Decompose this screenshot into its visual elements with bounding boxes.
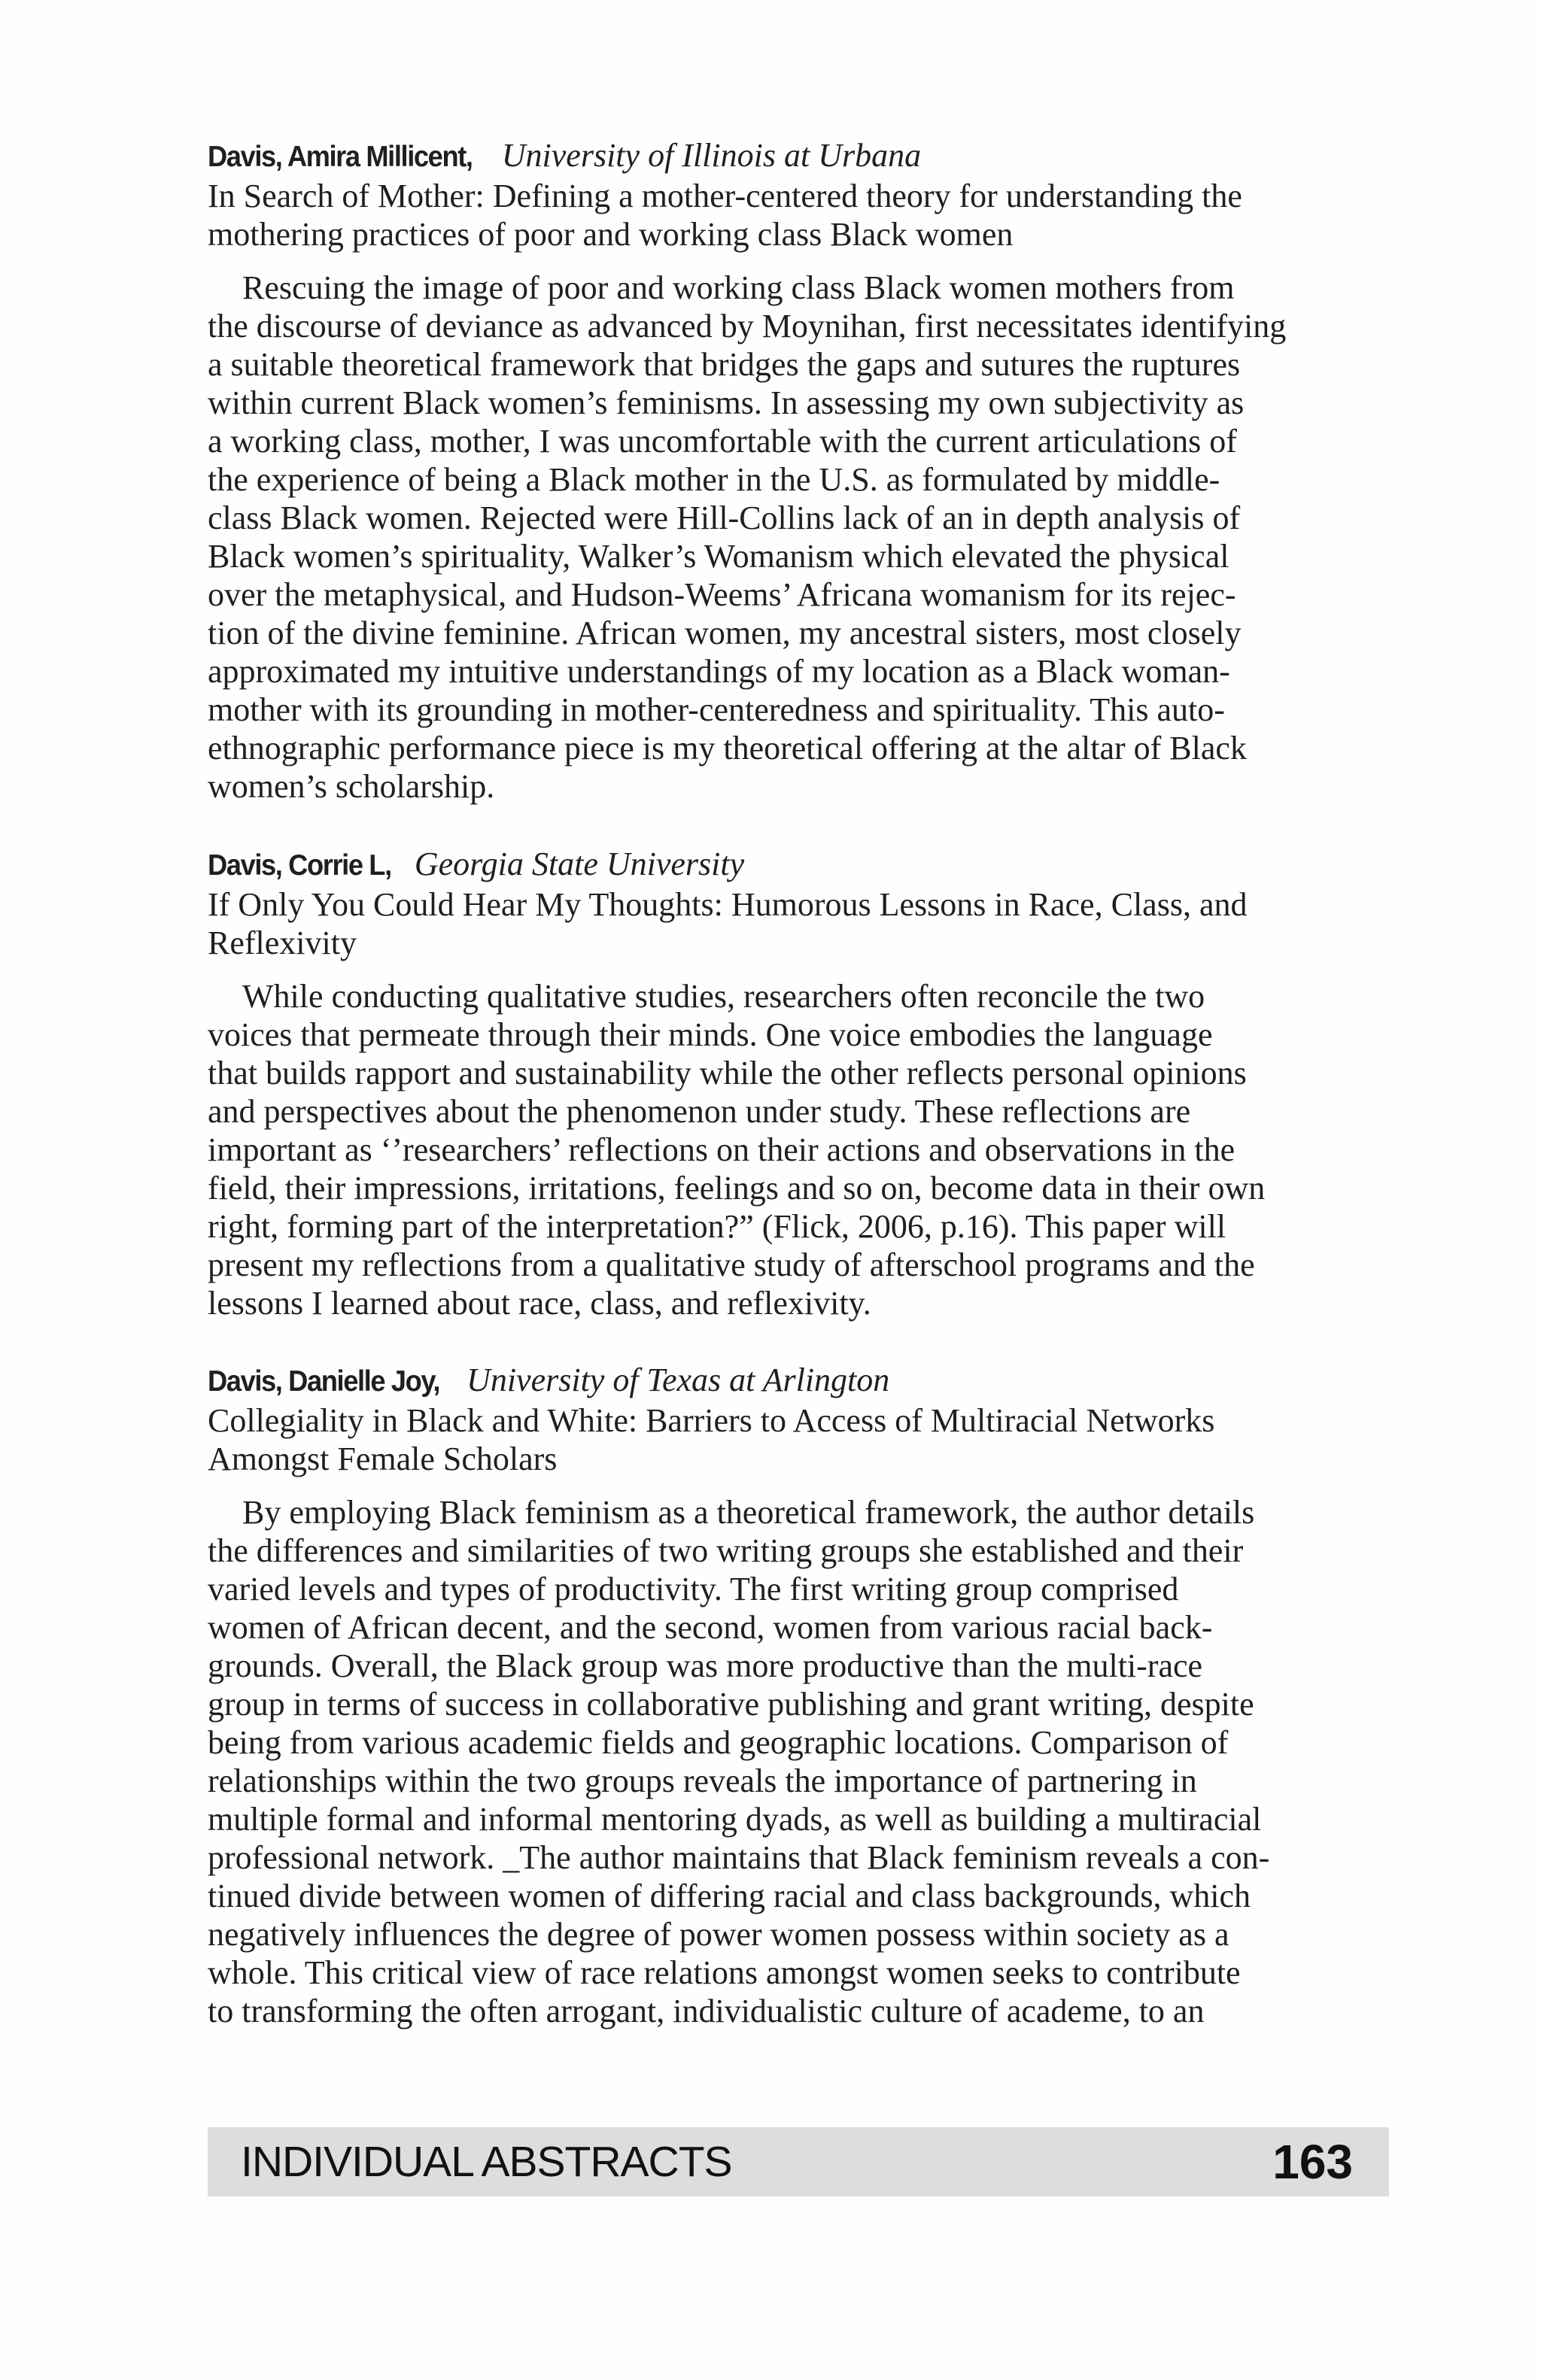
page-number: 163 (1272, 2135, 1353, 2189)
body-line: negatively influences the degree of power women possess within society as a (208, 1916, 1229, 1953)
body-line: lessons I learned about race, class, and reflexivity. (208, 1285, 871, 1322)
body-line: multiple formal and informal mentoring dyads, as well as building a multiracial (208, 1801, 1262, 1838)
body-line: whole. This critical view of race relations amongst women seeks to contribute (208, 1954, 1241, 1991)
abstract-title (208, 177, 1389, 253)
body-line: the discourse of deviance as advanced by Moynihan, first necessitates identifying (208, 308, 1287, 345)
body-line: field, their impressions, irritations, feelings and so on, become data in their own (208, 1170, 1266, 1207)
author-line (208, 1362, 1389, 1401)
body-line: varied levels and types of productivity. The first writing group comprised (208, 1571, 1179, 1607)
author-line (208, 137, 1389, 176)
body-line: relationships within the two groups reveals the importance of partnering in (208, 1762, 1197, 1799)
body-line: class Black women. Rejected were Hill-Collins lack of an in depth analysis of (208, 499, 1241, 536)
title-line: Reflexivity (208, 924, 357, 961)
body-line: By employing Black feminism as a theoretical framework, the author details (242, 1494, 1255, 1531)
body-line: the experience of being a Black mother in the U.S. as formulated by middle- (208, 461, 1220, 498)
body-line: While conducting qualitative studies, researchers often reconcile the two (242, 978, 1205, 1015)
author-affiliation: Georgia State University (414, 845, 745, 882)
body-line: tion of the divine feminine. African women, my ancestral sisters, most closely (208, 615, 1242, 651)
author-name: Davis, Corrie L, (208, 849, 391, 882)
author-affiliation: University of Texas at Arlington (467, 1362, 890, 1398)
body-line: women of African decent, and the second, women from various racial back- (208, 1609, 1213, 1646)
body-line: group in terms of success in collaborative publishing and grant writing, despite (208, 1686, 1254, 1723)
title-line: If Only You Could Hear My Thoughts: Humorous Lessons in Race, Class, and (208, 886, 1248, 923)
body-line: the differences and similarities of two writing groups she established and their (208, 1532, 1244, 1569)
body-line: Rescuing the image of poor and working class Black women mothers from (242, 269, 1235, 306)
page-footer (208, 2127, 1389, 2196)
body-line: over the metaphysical, and Hudson-Weems’ Africana womanism for its rejec- (208, 576, 1236, 613)
abstract-title (208, 885, 1389, 962)
body-line: voices that permeate through their minds. One voice embodies the language (208, 1016, 1213, 1053)
body-line: that builds rapport and sustainability while the other reflects personal opinions (208, 1055, 1247, 1091)
body-line: tinued divide between women of differing racial and class backgrounds, which (208, 1878, 1251, 1914)
body-line: important as ‘’researchers’ reflections on their actions and observations in the (208, 1131, 1236, 1168)
abstract-entry (208, 845, 1389, 1322)
body-line: present my reflections from a qualitative study of afterschool programs and the (208, 1246, 1255, 1283)
author-affiliation: University of Illinois at Urbana (501, 137, 922, 174)
body-line: being from various academic fields and geographic locations. Comparison of (208, 1724, 1229, 1761)
abstract-body (208, 269, 1389, 806)
title-line: mothering practices of poor and working class Black women (208, 216, 1014, 253)
body-line: within current Black women’s feminisms. In assessing my own subjectivity as (208, 384, 1245, 421)
body-line: and perspectives about the phenomenon under study. These reflections are (208, 1093, 1191, 1130)
abstract-entry (208, 1362, 1389, 2030)
abstract-title (208, 1401, 1389, 1478)
abstract-body (208, 977, 1389, 1322)
abstract-body (208, 1493, 1389, 2030)
author-name: Davis, Amira Millicent, (208, 141, 473, 173)
body-line: professional network. _The author maintains that Black feminism reveals a con- (208, 1839, 1270, 1876)
body-line: approximated my intuitive understandings of my location as a Black woman- (208, 653, 1230, 690)
body-line: women’s scholarship. (208, 768, 495, 805)
body-line: a working class, mother, I was uncomfortable with the current articulations of (208, 423, 1237, 460)
author-name: Davis, Danielle Joy, (208, 1365, 440, 1398)
body-line: mother with its grounding in mother-centeredness and spirituality. This auto- (208, 691, 1225, 728)
author-line (208, 845, 1389, 885)
title-line: In Search of Mother: Defining a mother-centered theory for understanding the (208, 178, 1242, 214)
abstract-entry (208, 137, 1389, 806)
body-line: grounds. Overall, the Black group was more productive than the multi-race (208, 1647, 1203, 1684)
section-title: INDIVIDUAL ABSTRACTS (241, 2138, 732, 2186)
body-line: a suitable theoretical framework that bridges the gaps and sutures the ruptures (208, 346, 1241, 383)
body-line: right, forming part of the interpretation?” (Flick, 2006, p.16). This paper will (208, 1208, 1226, 1245)
title-line: Collegiality in Black and White: Barriers to Access of Multiracial Networks (208, 1402, 1215, 1439)
body-line: Black women’s spirituality, Walker’s Womanism which elevated the physical (208, 538, 1229, 575)
body-line: to transforming the often arrogant, individualistic culture of academe, to an (208, 1993, 1205, 2029)
body-line: ethnographic performance piece is my theoretical offering at the altar of Black (208, 730, 1247, 767)
title-line: Amongst Female Scholars (208, 1440, 558, 1477)
